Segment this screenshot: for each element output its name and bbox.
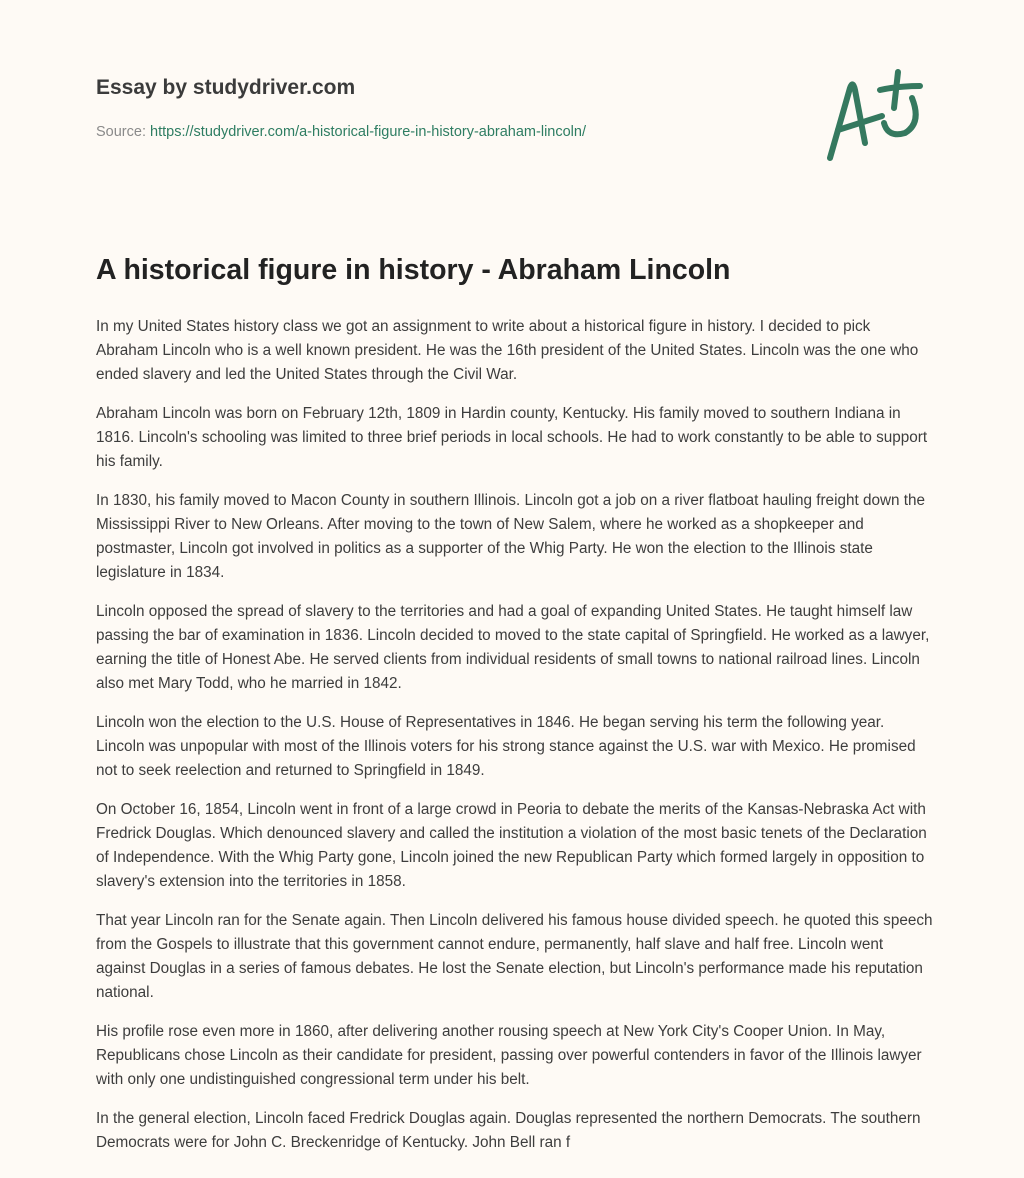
- paragraph: Abraham Lincoln was born on February 12th, 1809 in Hardin county, Kentucky. His family moved to southern Indiana in 1816. Lincoln's schooling was limited to three brief periods in local schools. He had to work constantly to be able to support his family.: [96, 405, 928, 470]
- essay-body: [96, 315, 934, 1170]
- paragraph: In my United States history class we got an assignment to write about a historical figure in history. I decided to pick Abraham Lincoln who is a well known president. He was the 16th president of the United States. Lincoln was the one who ended slavery and led the United States through the Civil War.: [96, 318, 919, 383]
- site-brand: Essay by studydriver.com: [96, 76, 356, 99]
- paragraph: In 1830, his family moved to Macon County in southern Illinois. Lincoln got a job on a river flatboat hauling freight down the Mississippi River to New Orleans. After moving to the town of New Salem, where he worked as a shopkeeper and postmaster, Lincoln got involved in politics as a supporter of the Whig Party. He won the election to the Illinois state legislature in 1834.: [96, 492, 926, 581]
- paragraph: His profile rose even more in 1860, after delivering another rousing speech at New York City's Cooper Union. In May, Republicans chose Lincoln as their candidate for president, passing over powerful contenders in favor of the Illinois lawyer with only one undistinguished congressional term under his belt.: [96, 1023, 922, 1088]
- paragraph: Lincoln opposed the spread of slavery to the territories and had a goal of expanding United States. He taught himself law passing the bar of examination in 1836. Lincoln decided to moved to the state capital of Springfield. He worked as a lawyer, earning the title of Honest Abe. He served clients from individual residents of small towns to national railroad lines. Lincoln also met Mary Todd, who he married in 1842.: [96, 603, 930, 692]
- paragraph: Lincoln won the election to the U.S. House of Representatives in 1846. He began serving his term the following year. Lincoln was unpopular with most of the Illinois voters for his strong stance against the U.S. war with Mexico. He promised not to seek reelection and returned to Springfield in 1849.: [96, 714, 916, 779]
- source-label: Source:: [96, 124, 146, 140]
- a-plus-logo-icon: [820, 68, 930, 168]
- source-line: [96, 124, 586, 140]
- paragraph: In the general election, Lincoln faced Fredrick Douglas again. Douglas represented the northern Democrats. The southern Democrats were for John C. Breckenridge of Kentucky. John Bell ran f: [96, 1110, 921, 1151]
- paragraph: That year Lincoln ran for the Senate again. Then Lincoln delivered his famous house divided speech. he quoted this speech from the Gospels to illustrate that this government cannot endure, permanently, half slave and half free. Lincoln went against Douglas in a series of famous debates. He lost the Senate election, but Lincoln's performance made his reputation national.: [96, 912, 933, 1001]
- essay-title: A historical figure in history - Abraham Lincoln: [96, 254, 731, 286]
- paragraph: On October 16, 1854, Lincoln went in front of a large crowd in Peoria to debate the merits of the Kansas-Nebraska Act with Fredrick Douglas. Which denounced slavery and called the institution a violation of the most basic tenets of the Declaration of Independence. With the Whig Party gone, Lincoln joined the new Republican Party which formed largely in opposition to slavery's extension into the territories in 1858.: [96, 801, 927, 890]
- source-link[interactable]: https://studydriver.com/a-historical-figure-in-history-abraham-lincoln/: [150, 124, 586, 140]
